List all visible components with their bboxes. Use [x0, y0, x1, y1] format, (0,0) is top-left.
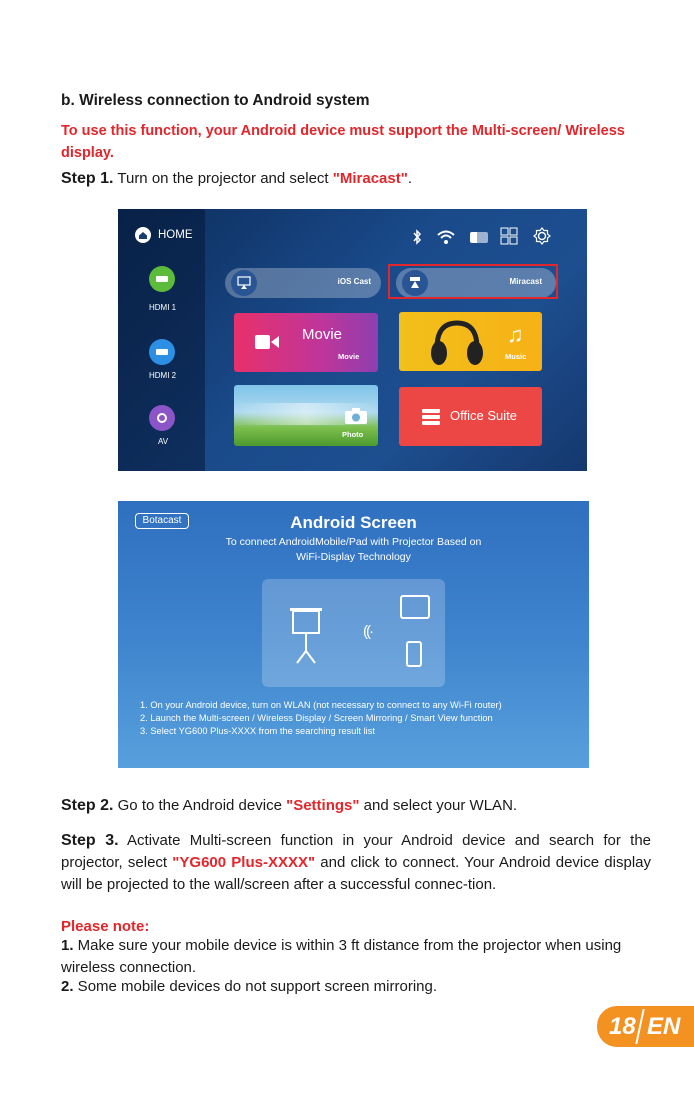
warning-text: To use this function, your Android device must support the Multi-screen/ Wireless display.	[61, 123, 625, 161]
android-screen-subtitle-2: WiFi-Display Technology	[296, 551, 411, 563]
connection-illustration	[262, 579, 445, 687]
page-divider	[635, 1009, 644, 1044]
miracast-highlight-box	[388, 264, 558, 299]
airplay-icon	[237, 276, 251, 290]
step-3	[61, 830, 651, 896]
android-screen-subtitle-1: To connect AndroidMobile/Pad with Projector Based on	[225, 536, 482, 548]
camera-icon	[344, 407, 368, 425]
office-suite-label: Office Suite	[450, 408, 517, 423]
step-2-end: and select your WLAN.	[359, 797, 518, 814]
page-number: 18	[609, 1013, 636, 1040]
headphones-icon	[427, 318, 487, 368]
step-1	[61, 168, 661, 190]
note-item-1-text: Make sure your mobile device is within 3 ft distance from the projector when using wireless connection.	[61, 937, 622, 976]
note-title: Please note:	[61, 918, 150, 935]
note-item-1-num: 1.	[61, 937, 74, 954]
page-language: EN	[647, 1013, 681, 1040]
bluetooth-icon	[412, 229, 422, 245]
ios-cast-label: iOS Cast	[337, 277, 371, 286]
step-2-label: Step 2.	[61, 797, 114, 814]
instructions-list	[140, 699, 580, 738]
step-1-end: .	[407, 170, 413, 187]
step-2-text: Go to the Android device	[113, 797, 287, 814]
source-av-label: AV	[158, 437, 169, 446]
instruction-3: 3. Select YG600 Plus-XXXX from the searching result list	[140, 726, 375, 736]
step-1-highlight: "Miracast"	[332, 170, 408, 187]
projector-screen-icon	[289, 605, 323, 665]
step-3-text: Activate Multi-screen function in your Android device and search for the projector, select	[61, 832, 652, 871]
home-icon	[135, 227, 151, 243]
office-suite-tile[interactable]	[399, 387, 542, 446]
movie-tile[interactable]	[234, 313, 378, 372]
hdmi1-icon[interactable]	[149, 266, 175, 292]
android-screen-screenshot	[118, 501, 589, 768]
movie-title: Movie	[302, 326, 343, 343]
music-label: Music	[505, 352, 527, 361]
wifi-icon	[436, 229, 456, 245]
music-note-icon: ♫	[507, 322, 524, 347]
home-label: HOME	[158, 229, 193, 241]
music-tile[interactable]	[399, 312, 542, 371]
ios-cast-button[interactable]	[225, 268, 381, 298]
photo-tile[interactable]	[234, 385, 378, 446]
miracast-label: Miracast	[509, 277, 542, 286]
storage-icon	[470, 232, 488, 243]
page-number-badge	[597, 1006, 694, 1047]
step-3-label: Step 3.	[61, 832, 119, 849]
step-2	[61, 795, 661, 817]
botacast-logo-text: Botacast	[142, 515, 182, 526]
android-screen-title: Android Screen	[290, 513, 417, 532]
apps-grid-icon[interactable]	[500, 227, 518, 245]
note-item-2	[61, 976, 656, 998]
settings-gear-icon[interactable]	[532, 226, 552, 246]
hdmi2-icon[interactable]	[149, 339, 175, 365]
step-3-end: and click to connect. Your Android device display will be projected to the wall/screen after a successful connec-tion.	[61, 854, 651, 893]
note-item-2-num: 2.	[61, 978, 74, 995]
instruction-1: 1. On your Android device, turn on WLAN (not necessary to connect to any Wi-Fi router)	[140, 700, 502, 710]
wireless-signal-icon: ((·	[363, 623, 372, 640]
section-heading: b. Wireless connection to Android system	[61, 92, 370, 109]
smartphone-icon	[406, 641, 422, 667]
note-item-2-text: Some mobile devices do not support screen mirroring.	[73, 978, 438, 995]
tablet-icon	[400, 595, 430, 619]
home-screen-screenshot	[118, 209, 587, 471]
movie-label: Movie	[338, 352, 360, 361]
av-icon[interactable]	[149, 405, 175, 431]
source-hdmi2-label: HDMI 2	[149, 371, 177, 380]
source-hdmi1-label: HDMI 1	[149, 303, 177, 312]
video-camera-icon	[254, 333, 280, 351]
instruction-2: 2. Launch the Multi-screen / Wireless Display / Screen Mirroring / Smart View function	[140, 713, 493, 723]
step-1-label: Step 1.	[61, 170, 114, 187]
step-2-highlight: "Settings"	[286, 797, 360, 814]
step-1-text: Turn on the projector and select	[113, 170, 333, 187]
document-list-icon	[421, 407, 441, 427]
step-3-highlight: "YG600 Plus-XXXX"	[172, 854, 316, 871]
photo-label: Photo	[342, 430, 364, 439]
note-item-1	[61, 935, 656, 979]
